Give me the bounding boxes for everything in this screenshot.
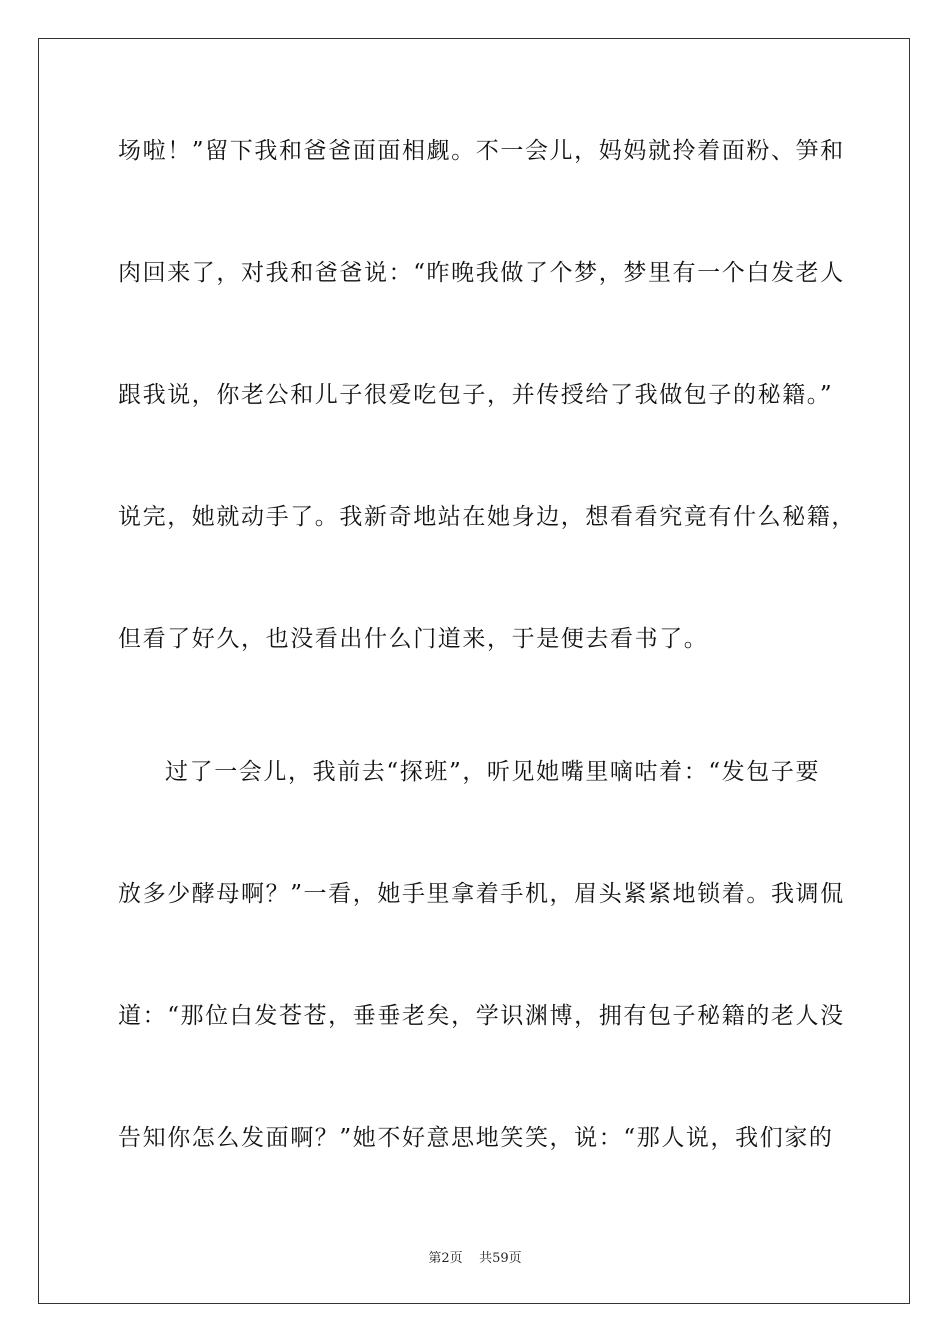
text-line-5: 但看了好久，也没看出什么门道来，于是便去看书了。: [118, 626, 709, 652]
page-border: [38, 38, 910, 1304]
text-line-6: 过了一会儿，我前去“探班”，听见她嘴里嘀咕着：“发包子要: [165, 759, 821, 785]
text-line-4: 说完，她就动手了。我新奇地站在她身边，想看看究竟有什么秘籍，: [118, 504, 856, 530]
text-line-9: 告知你怎么发面啊？”她不好意思地笑笑，说：“那人说，我们家的: [118, 1125, 834, 1151]
text-line-2: 肉回来了，对我和爸爸说：“昨晚我做了个梦，梦里有一个白发老人: [118, 260, 845, 286]
text-line-7: 放多少酵母啊？”一看，她手里拿着手机，眉头紧紧地锁着。我调侃: [118, 881, 845, 907]
page-footer: [0, 1247, 950, 1266]
text-line-3: 跟我说，你老公和儿子很爱吃包子，并传授给了我做包子的秘籍。”: [118, 382, 834, 408]
page-total: 共59页: [479, 1251, 522, 1266]
page-number: 第2页: [428, 1251, 463, 1266]
text-line-1: 场啦！”留下我和爸爸面面相觑。不一会儿，妈妈就拎着面粉、笋和: [118, 138, 845, 164]
text-line-8: 道：“那位白发苍苍，垂垂老矣，学识渊博，拥有包子秘籍的老人没: [118, 1003, 845, 1029]
